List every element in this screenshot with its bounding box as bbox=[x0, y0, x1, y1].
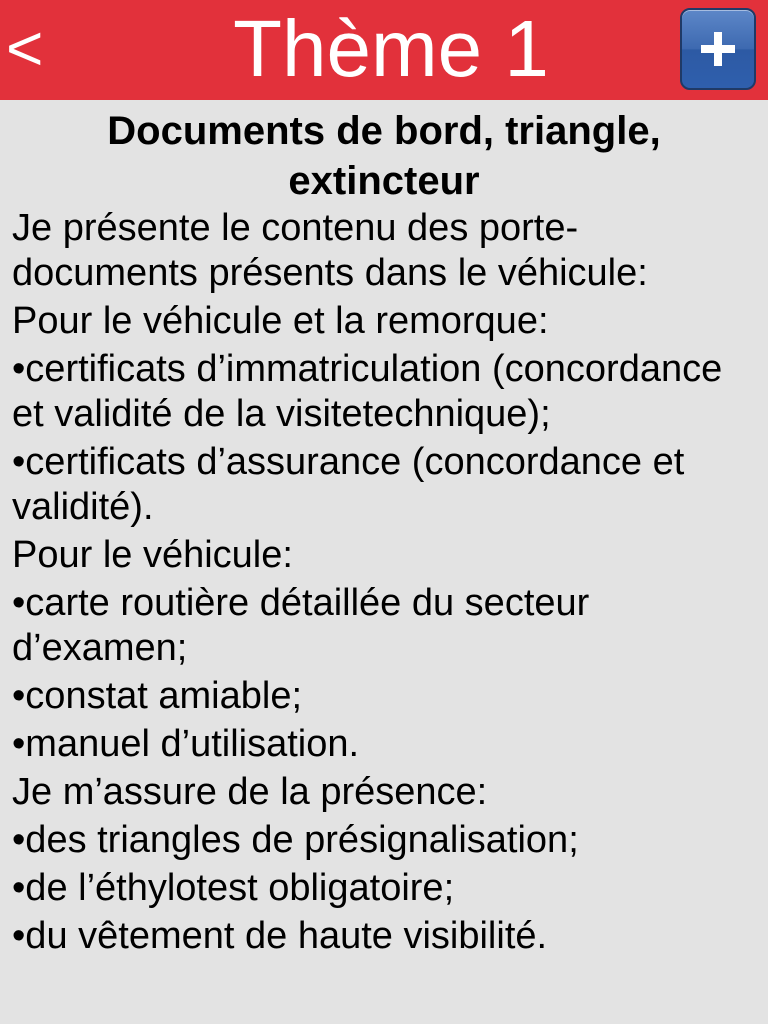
list-item: •de l’éthylotest obligatoire; bbox=[12, 867, 455, 909]
text-line: Pour le véhicule: bbox=[12, 534, 293, 576]
navigation-bar bbox=[0, 0, 768, 100]
plus-icon bbox=[699, 30, 737, 68]
list-item: •manuel d’utilisation. bbox=[12, 723, 360, 765]
text-line: Je présente le contenu des porte-documents présents dans le véhicule: bbox=[12, 207, 648, 294]
section-heading: Documents de bord, triangle, extincteur bbox=[107, 109, 661, 203]
list-item: •du vêtement de haute visibilité. bbox=[12, 915, 548, 957]
add-button[interactable] bbox=[680, 8, 756, 90]
list-item: •des triangles de présignalisation; bbox=[12, 819, 579, 861]
list-item: •certificats d’assurance (concordance et validité). bbox=[12, 441, 685, 528]
text-line: Pour le véhicule et la remorque: bbox=[12, 300, 549, 342]
list-item: •carte routière détaillée du secteur d’examen; bbox=[12, 582, 590, 669]
text-line: Je m’assure de la présence: bbox=[12, 771, 488, 813]
list-item: •constat amiable; bbox=[12, 675, 303, 717]
content-area[interactable] bbox=[0, 100, 768, 1024]
back-button[interactable]: < bbox=[6, 12, 44, 84]
page-title: Thème 1 bbox=[233, 4, 549, 93]
list-item: •certificats d’immatriculation (concordance et validité de la visitetechnique); bbox=[12, 348, 723, 435]
